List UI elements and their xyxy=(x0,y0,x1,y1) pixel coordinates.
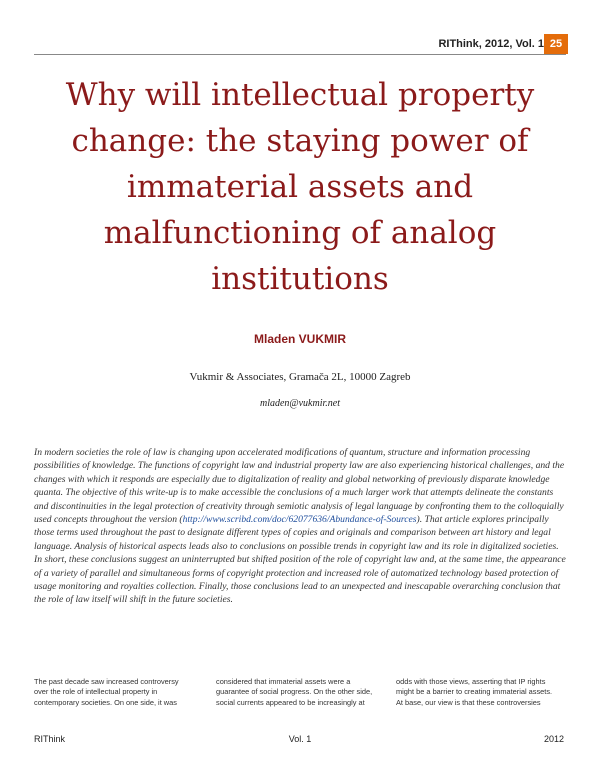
abstract-link[interactable]: http://www.scribd.com/doc/62077636/Abundance-of-Sources xyxy=(182,514,417,526)
author-email[interactable]: mladen@vukmir.net xyxy=(259,398,340,409)
title-line: change: the staying power of xyxy=(71,123,529,159)
abstract-text-continued: ). That article explores principally those terms used throughout the past to designate different types of copies and originals and comparison between art history and legal language. Analysis of historical aspects leads also to conclusions on possible trends in copyright law and its role in digitalized societies. In short, these conclusions suggest an uninterrupted but shifted position of the role of copyright law and, at the same time, the appearance of a variety of parallel and simultaneous forms of copyright protection and increased role of automatized technology based protection of usage monitoring and royalties collection. Finally, those conclusions lead to an unexpected and inescapable overarching conclusion that the role of law itself will shift in the future societies. xyxy=(34,514,566,606)
title-line: malfunctioning of analog xyxy=(103,215,497,251)
running-head: RIThink, 2012, Vol. 1 xyxy=(438,38,544,50)
title-line: Why will intellectual property xyxy=(65,77,535,113)
body-column-1: The past decade saw increased controversy over the role of intellectual property in contemporary societies. On one side, it was xyxy=(34,677,179,707)
body-column-3: odds with those views, asserting that IP rights might be a barrier to creating immaterial assets. At base, our view is that these controversies xyxy=(396,677,553,707)
author-affiliation: Vukmir & Associates, Gramača 2L, 10000 Zagreb xyxy=(189,371,411,383)
author-name: Mladen VUKMIR xyxy=(253,332,346,346)
header-rule xyxy=(34,54,566,55)
article-title xyxy=(40,72,560,302)
footer-year: 2012 xyxy=(543,734,564,744)
title-line: immaterial assets and xyxy=(126,169,474,205)
body-column-2: considered that immaterial assets were a guarantee of social progress. On the other side, social currents appeared to be increasingly at xyxy=(216,677,373,707)
footer-journal: RIThink xyxy=(34,734,66,744)
page-number-badge: 25 xyxy=(544,34,568,54)
title-line: institutions xyxy=(211,261,389,297)
abstract-text: In modern societies the role of law is changing upon accelerated modifications of quantum, structure and information processing possibilities of knowledge. The functions of copyright law and industrial property law are also experiencing historical challenges, and the changes with which it responds are especially due to digitalization of reality and global networking of previously disparate knowledge quanta. The objective of this write-up is to make accessible the conclusions of a much larger work that attempts delineate the constants and discontinuities in the legal protection of creativity through semiotic analysis of legal language by confronting them to the colloquially used concepts throughout the version ( xyxy=(34,447,565,526)
footer-volume: Vol. 1 xyxy=(288,734,312,744)
abstract xyxy=(34,446,566,607)
